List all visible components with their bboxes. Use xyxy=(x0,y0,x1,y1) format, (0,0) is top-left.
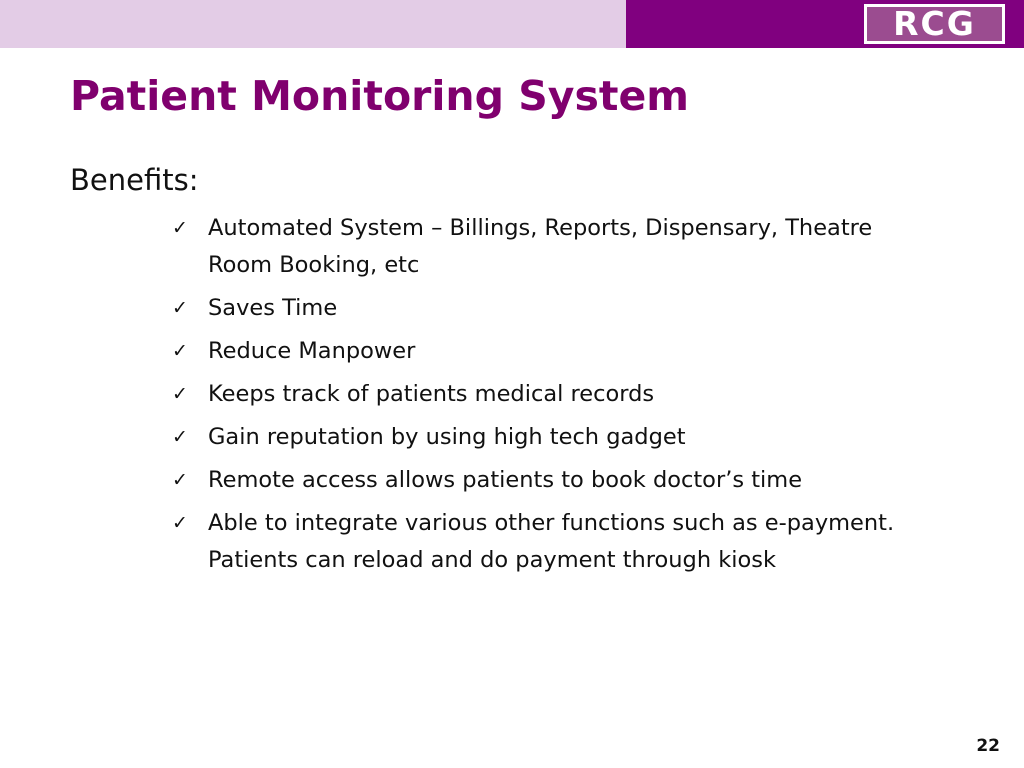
benefit-text: Reduce Manpower xyxy=(208,338,416,364)
list-item xyxy=(172,419,932,456)
checkmark-icon: ✓ xyxy=(172,512,188,534)
list-item xyxy=(172,333,932,370)
checkmark-icon: ✓ xyxy=(172,340,188,362)
page-number: 22 xyxy=(976,736,1000,756)
list-item xyxy=(172,210,932,284)
list-item xyxy=(172,462,932,499)
rcg-logo xyxy=(864,4,1005,44)
benefit-text: Remote access allows patients to book doctor’s time xyxy=(208,467,803,493)
slide-title: Patient Monitoring System xyxy=(70,72,689,120)
checkmark-icon: ✓ xyxy=(172,469,188,491)
benefit-text: Saves Time xyxy=(208,295,338,321)
checkmark-icon: ✓ xyxy=(172,297,188,319)
benefits-list xyxy=(172,210,932,585)
checkmark-icon: ✓ xyxy=(172,217,188,239)
benefit-text: Gain reputation by using high tech gadget xyxy=(208,424,686,450)
list-item xyxy=(172,290,932,327)
benefit-text: Keeps track of patients medical records xyxy=(208,381,655,407)
list-item xyxy=(172,376,932,413)
list-item xyxy=(172,505,932,579)
logo-text: RCG xyxy=(867,7,1002,41)
benefit-text: Able to integrate various other functions such as e-payment. Patients can reload and do payment through kiosk xyxy=(208,510,895,573)
benefit-text: Automated System – Billings, Reports, Dispensary, Theatre Room Booking, etc xyxy=(208,215,873,278)
header-band-light xyxy=(0,0,626,48)
benefits-heading: Benefits: xyxy=(70,163,199,197)
checkmark-icon: ✓ xyxy=(172,426,188,448)
checkmark-icon: ✓ xyxy=(172,383,188,405)
